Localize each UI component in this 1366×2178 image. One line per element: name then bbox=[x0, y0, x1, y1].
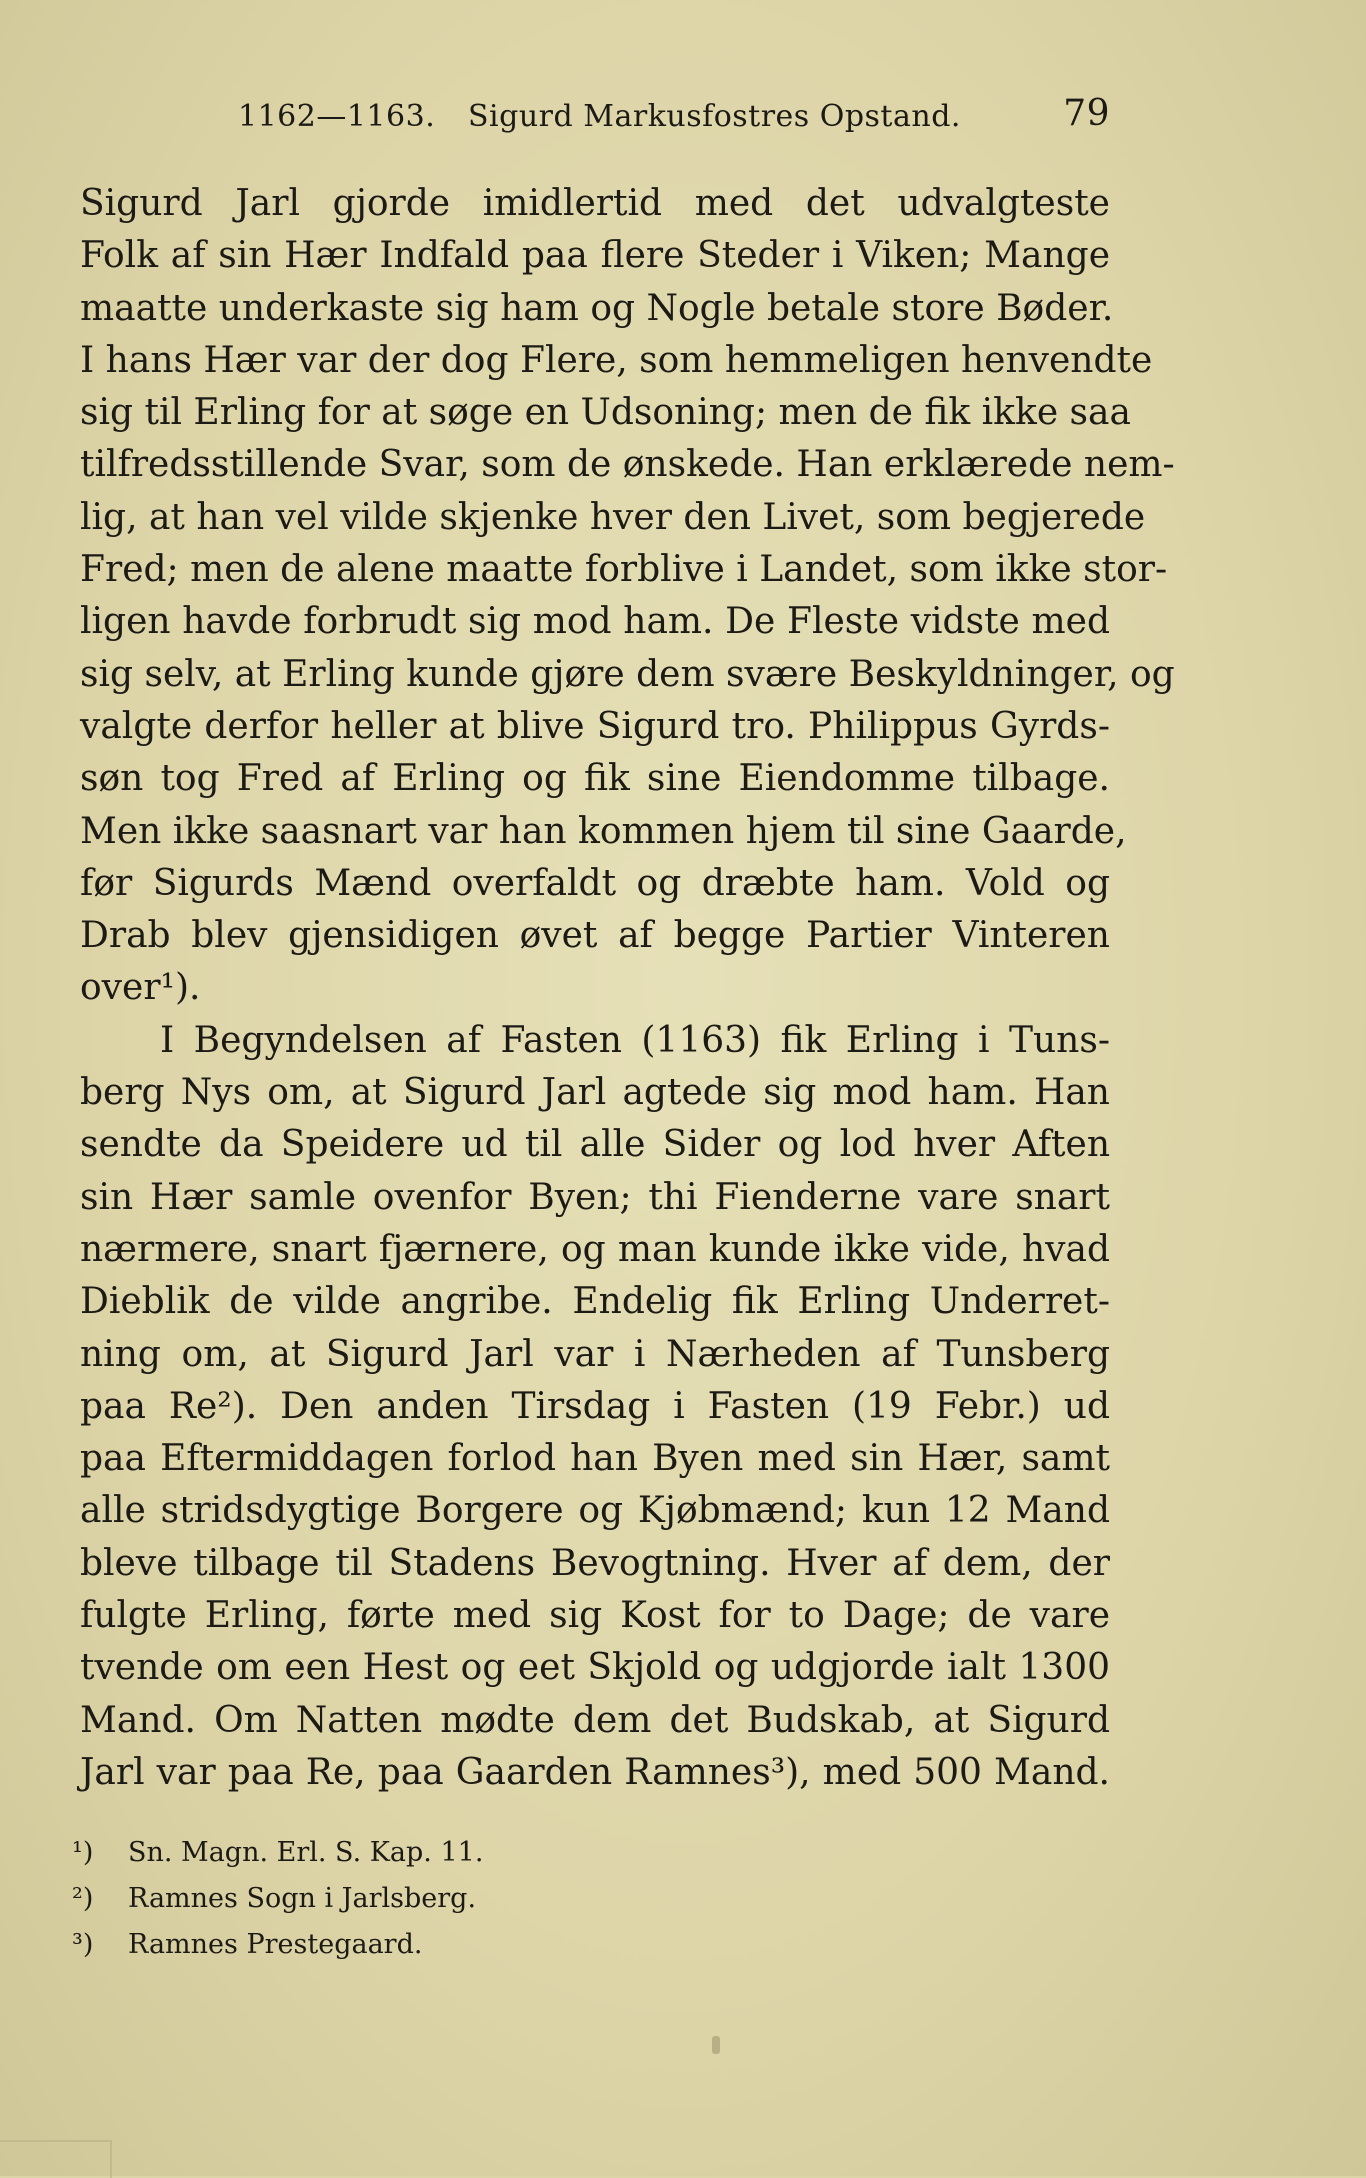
text-line: Mand. Om Natten mødte dem det Budskab, at Sigurd bbox=[80, 1699, 1110, 1741]
page-edge bbox=[0, 2140, 112, 2178]
text-line: paa Eftermiddagen forlod han Byen med sin Hær, samt bbox=[80, 1438, 1110, 1480]
text-line: lig, at han vel vilde skjenke hver den Livet, som begjerede bbox=[80, 496, 1146, 538]
ink-speck bbox=[712, 2036, 720, 2054]
body-text bbox=[80, 178, 1175, 1799]
header-chapter-title: Sigurd Markusfostres Opstand. bbox=[468, 99, 961, 134]
text-line: Dieblik de vilde angribe. Endelig fik Erling Underret- bbox=[80, 1281, 1110, 1323]
text-line: fulgte Erling, førte med sig Kost for to Dage; de vare bbox=[80, 1595, 1110, 1637]
text-line: paa Re²). Den anden Tirsdag i Fasten (19 Febr.) ud bbox=[80, 1385, 1110, 1427]
footnote-text: Ramnes Prestegaard. bbox=[128, 1929, 423, 1960]
footnotes bbox=[72, 1830, 972, 1968]
footnote-mark: ¹) bbox=[72, 1837, 94, 1868]
text-line: ligen havde forbrudt sig mod ham. De Fleste vidste med bbox=[80, 601, 1110, 643]
text-line: før Sigurds Mænd overfaldt og dræbte ham. Vold og bbox=[80, 862, 1110, 904]
text-line: Folk af sin Hær Indfald paa flere Steder i Viken; Mange bbox=[80, 235, 1110, 277]
text-line: nærmere, snart fjærnere, og man kunde ikke vide, hvad bbox=[80, 1228, 1110, 1270]
text-line: Fred; men de alene maatte forblive i Landet, som ikke stor- bbox=[80, 549, 1168, 591]
text-line: søn tog Fred af Erling og fik sine Eiendomme tilbage. bbox=[80, 758, 1110, 800]
text-line: Jarl var paa Re, paa Gaarden Ramnes³), med 500 Mand. bbox=[80, 1751, 1110, 1793]
footnote bbox=[72, 1830, 972, 1876]
page-number: 79 bbox=[1063, 93, 1110, 134]
text-line: Men ikke saasnart var han kommen hjem til sine Gaarde, bbox=[80, 810, 1127, 852]
text-line: maatte underkaste sig ham og Nogle betale store Bøder. bbox=[80, 287, 1114, 329]
running-header bbox=[238, 93, 1110, 143]
text-line: sin Hær samle ovenfor Byen; thi Fienderne vare snart bbox=[80, 1176, 1110, 1218]
text-line: Drab blev gjensidigen øvet af begge Partier Vinteren bbox=[80, 915, 1110, 957]
footnote-mark: ²) bbox=[72, 1883, 94, 1914]
footnote-text: Ramnes Sogn i Jarlsberg. bbox=[128, 1883, 477, 1914]
text-line: I hans Hær var der dog Flere, som hemmeligen henvendte bbox=[80, 339, 1153, 381]
footnote bbox=[72, 1922, 972, 1968]
footnote bbox=[72, 1876, 972, 1922]
text-line: I Begyndelsen af Fasten (1163) fik Erling i Tuns- bbox=[160, 1019, 1110, 1061]
text-line: sig selv, at Erling kunde gjøre dem svære Beskyldninger, og bbox=[80, 653, 1175, 695]
text-line: valgte derfor heller at blive Sigurd tro. Philippus Gyrds- bbox=[80, 705, 1110, 747]
header-year-range: 1162—1163. bbox=[238, 99, 436, 134]
text-line: ning om, at Sigurd Jarl var i Nærheden af Tunsberg bbox=[80, 1333, 1110, 1375]
text-line: berg Nys om, at Sigurd Jarl agtede sig mod ham. Han bbox=[80, 1072, 1110, 1114]
footnote-text: Sn. Magn. Erl. S. Kap. 11. bbox=[128, 1837, 484, 1868]
text-line: sendte da Speidere ud til alle Sider og lod hver Aften bbox=[80, 1124, 1110, 1166]
text-line: bleve tilbage til Stadens Bevogtning. Hver af dem, der bbox=[80, 1542, 1110, 1584]
text-line: alle stridsdygtige Borgere og Kjøbmænd; kun 12 Mand bbox=[80, 1490, 1110, 1532]
text-line: sig til Erling for at søge en Udsoning; men de fik ikke saa bbox=[80, 392, 1131, 434]
text-line: tilfredsstillende Svar, som de ønskede. Han erklærede nem- bbox=[80, 444, 1175, 486]
text-line: tvende om een Hest og eet Skjold og udgjorde ialt 1300 bbox=[80, 1647, 1110, 1689]
text-line: Sigurd Jarl gjorde imidlertid med det udvalgteste bbox=[80, 183, 1110, 224]
footnote-mark: ³) bbox=[72, 1929, 94, 1960]
text-line: over¹). bbox=[80, 967, 201, 1009]
